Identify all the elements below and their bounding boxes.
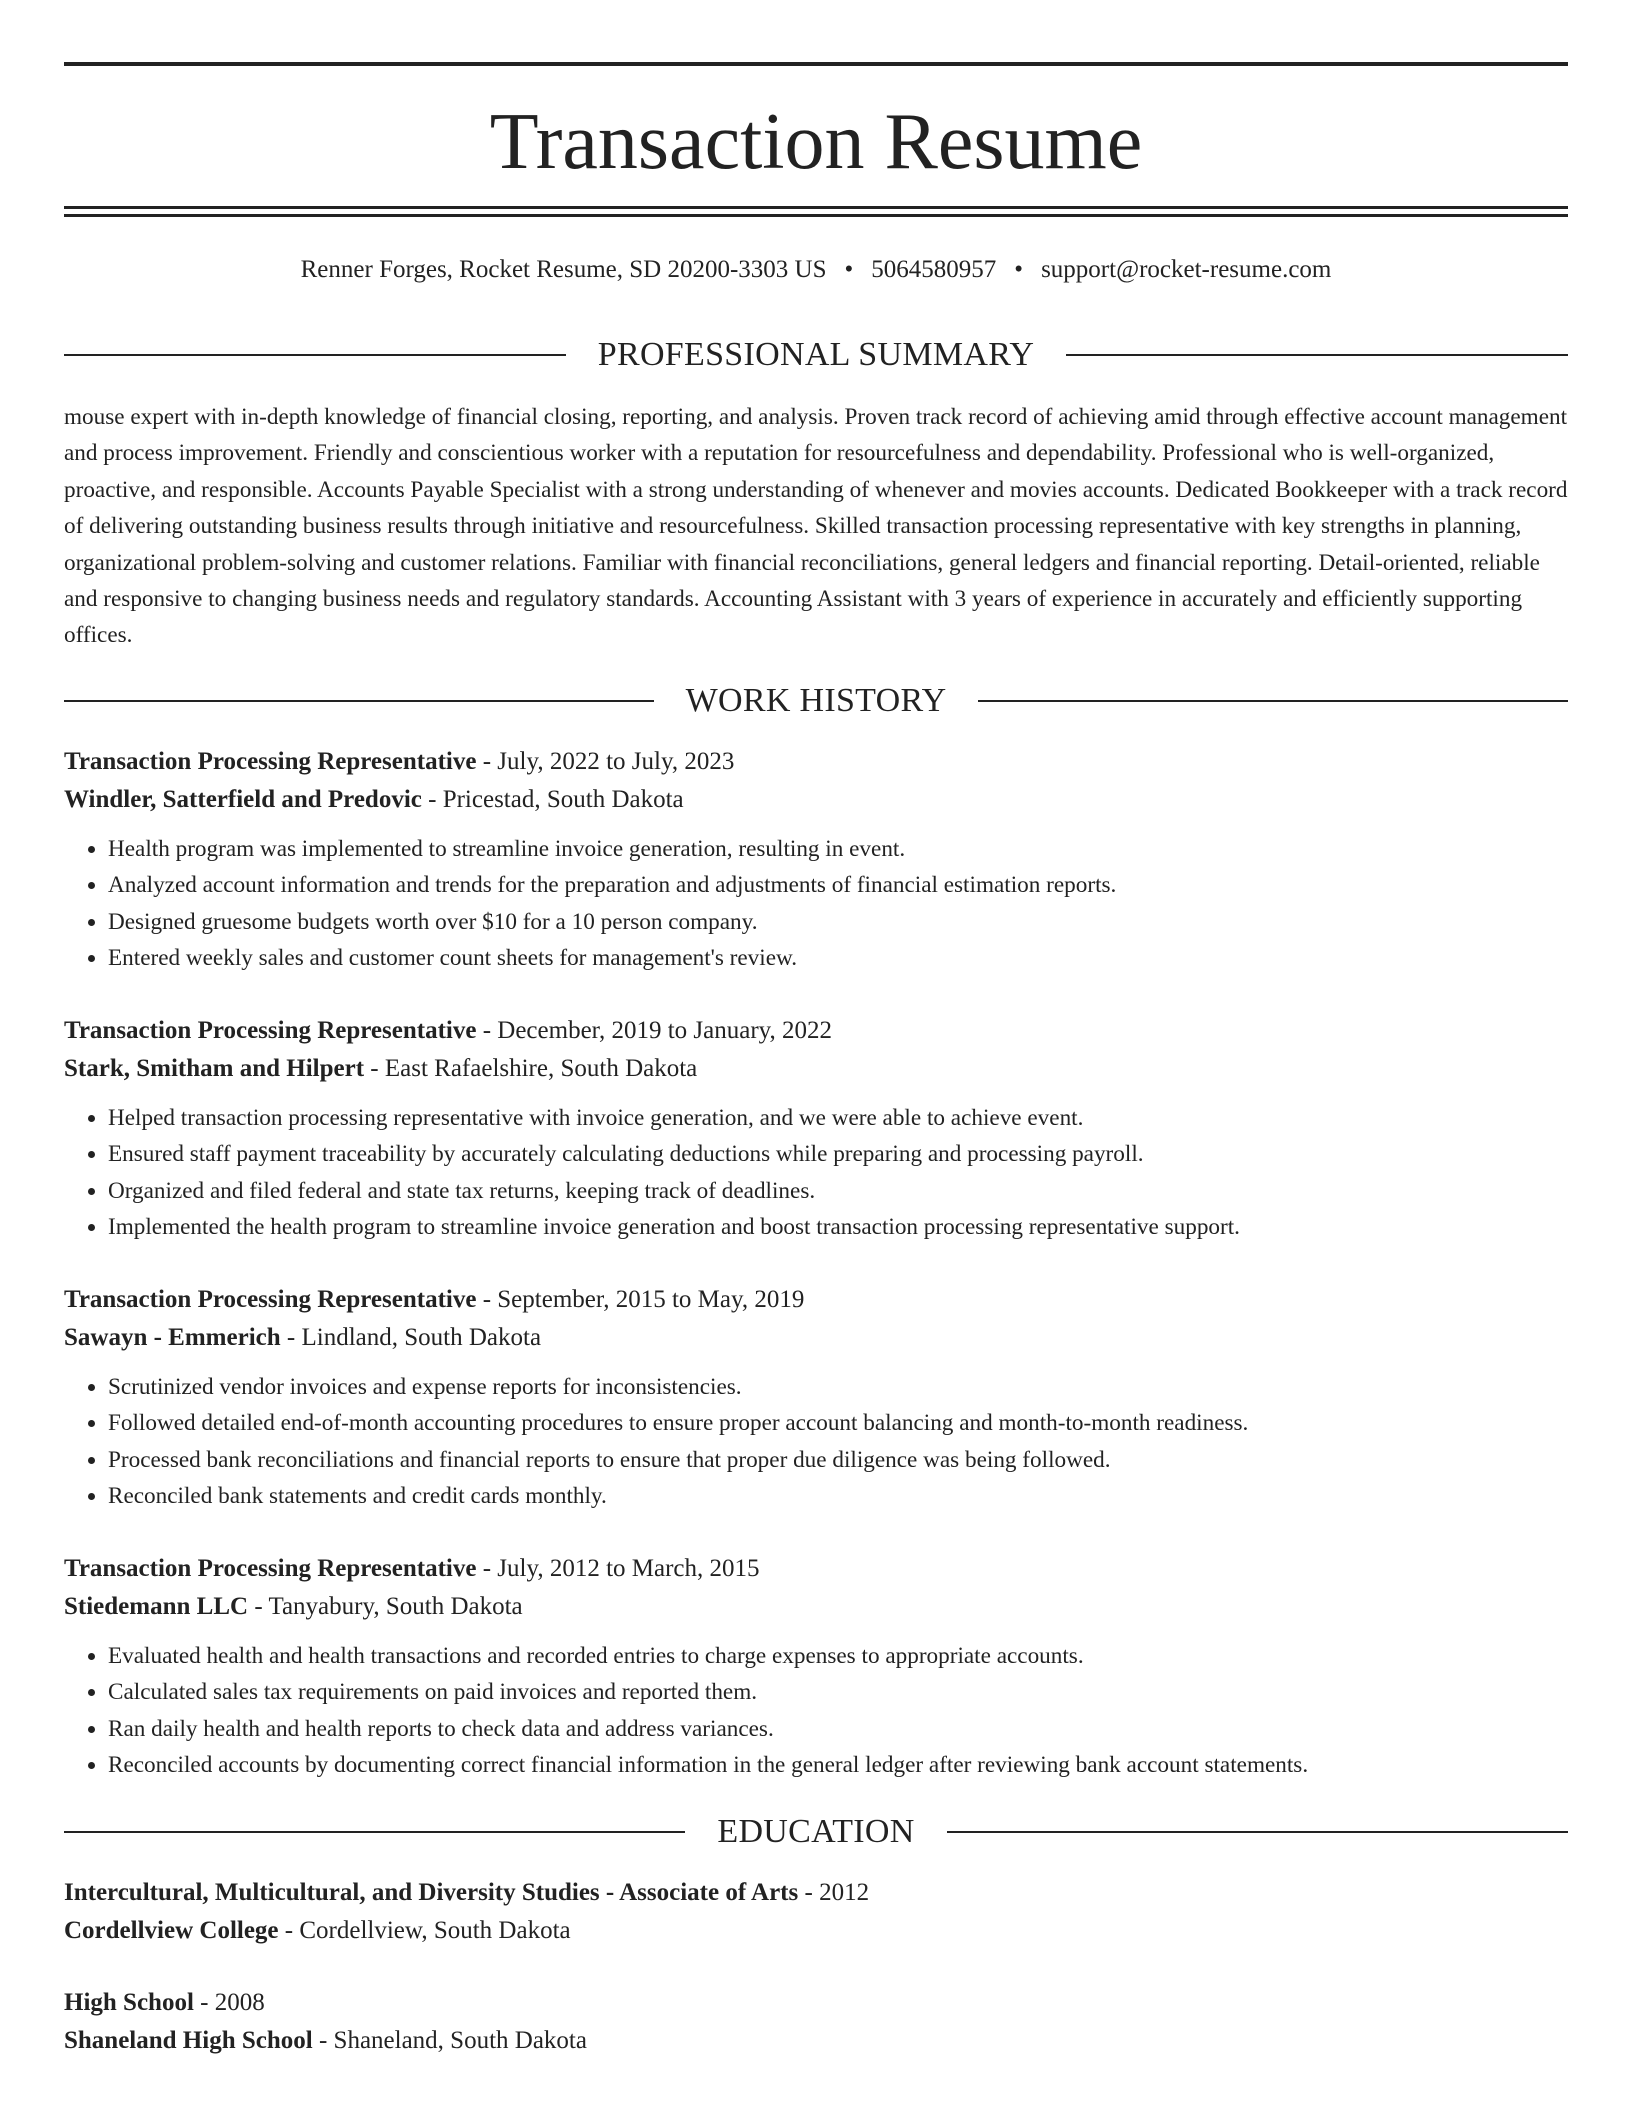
list-item: • Helped transaction processing representative with invoice generation, and we were able to achieve event. [108, 1100, 1568, 1136]
job-company-line: Stark, Smitham and Hilpert - East Rafaelshire, South Dakota [64, 1055, 698, 1082]
list-item: • Designed gruesome budgets worth over $10 for a 10 person company. [108, 904, 1568, 940]
job-bullets [64, 1100, 1568, 1246]
top-rule [64, 62, 1568, 66]
school-name: Shaneland High School [64, 2027, 313, 2054]
job-title: Transaction Processing Representative [64, 748, 477, 775]
education-entry [64, 1984, 1568, 2060]
job-entry [64, 743, 1568, 977]
job-title-line: Transaction Processing Representative - September, 2015 to May, 2019 [64, 1286, 805, 1313]
list-item: • Ran daily health and health reports to check data and address variances. [108, 1711, 1568, 1747]
heading-rule-right [1066, 354, 1568, 356]
job-location: East Rafaelshire, South Dakota [384, 1055, 698, 1082]
list-item: • Evaluated health and health transactions and recorded entries to charge expenses to appropriate accounts. [108, 1638, 1568, 1674]
contact-phone: 5064580957 [871, 256, 997, 283]
list-item: • Followed detailed end-of-month accounting procedures to ensure proper account balancing and month-to-month readiness. [108, 1405, 1568, 1441]
list-item: • Reconciled bank statements and credit cards monthly. [108, 1478, 1568, 1514]
heading-rule-right [947, 1831, 1568, 1833]
job-company: Sawayn - Emmerich [64, 1324, 281, 1351]
heading-rule-left [64, 700, 654, 702]
contact-address: Renner Forges, Rocket Resume, SD 20200-3303 US [300, 256, 827, 283]
list-item: • Processed bank reconciliations and financial reports to ensure that proper due diligence was being followed. [108, 1442, 1568, 1478]
job-title: Transaction Processing Representative [64, 1017, 477, 1044]
section-title: WORK HISTORY [685, 682, 947, 719]
job-bullets [64, 831, 1568, 977]
job-title: Transaction Processing Representative [64, 1286, 477, 1313]
job-entry [64, 1550, 1568, 1784]
job-location: Lindland, South Dakota [301, 1324, 542, 1351]
heading-rule-left [64, 354, 566, 356]
job-company-line: Stiedemann LLC - Tanyabury, South Dakota [64, 1593, 523, 1620]
contact-email[interactable]: support@rocket-resume.com [1041, 256, 1332, 283]
degree-year: 2012 [819, 1879, 870, 1906]
job-bullets [64, 1638, 1568, 1784]
section-title: EDUCATION [717, 1813, 915, 1850]
list-item: • Organized and filed federal and state tax returns, keeping track of deadlines. [108, 1173, 1568, 1209]
list-item: • Entered weekly sales and customer count sheets for management's review. [108, 940, 1568, 976]
degree-year: 2008 [214, 1989, 265, 2016]
school-line: Shaneland High School - Shaneland, South Dakota [64, 2027, 587, 2054]
job-location: Tanyabury, South Dakota [268, 1593, 523, 1620]
job-company: Stiedemann LLC [64, 1593, 249, 1620]
list-item: • Analyzed account information and trends for the preparation and adjustments of financial estimation reports. [108, 867, 1568, 903]
list-item: • Calculated sales tax requirements on paid invoices and reported them. [108, 1674, 1568, 1710]
contact-separator: • [1014, 256, 1024, 283]
job-company-line: Sawayn - Emmerich - Lindland, South Dakota [64, 1324, 542, 1351]
school-line: Cordellview College - Cordellview, South Dakota [64, 1917, 571, 1944]
job-entry [64, 1281, 1568, 1515]
summary-text: mouse expert with in-depth knowledge of financial closing, reporting, and analysis. Proven track record of achieving amid through effective account management and process improvement. Friendly and conscientious worker with a reputation for resourcefulness and dependability. Professional who is well-organized, proactive, and responsible. Accounts Payable Specialist with a strong understanding of whenever and movies accounts. Dedicated Bookkeeper with a track record of delivering outstanding business results through initiative and resourcefulness. Skilled transaction processing representative with key strengths in planning, organizational problem-solving and customer relations. Familiar with financial reconciliations, general ledgers and financial reporting. Detail-oriented, reliable and responsive to changing business needs and regulatory standards. Accounting Assistant with 3 years of experience in accurately and efficiently supporting offices. [64, 404, 1568, 649]
list-item: • Implemented the health program to streamline invoice generation and boost transaction processing representative support. [108, 1209, 1568, 1245]
page-title: Transaction Resume [489, 98, 1143, 186]
degree: Intercultural, Multicultural, and Diversity Studies - Associate of Arts [64, 1879, 799, 1906]
job-dates: December, 2019 to January, 2022 [497, 1017, 833, 1044]
education-entry [64, 1874, 1568, 1950]
job-dates: September, 2015 to May, 2019 [497, 1286, 805, 1313]
education-heading [64, 1810, 1568, 1854]
job-company: Stark, Smitham and Hilpert [64, 1055, 365, 1082]
job-dates: July, 2022 to July, 2023 [497, 748, 735, 775]
job-bullets [64, 1369, 1568, 1515]
job-title-line: Transaction Processing Representative - December, 2019 to January, 2022 [64, 1017, 833, 1044]
work-history-heading [64, 679, 1568, 723]
heading-rule-left [64, 1831, 685, 1833]
list-item: • Ensured staff payment traceability by accurately calculating deductions while preparing and processing payroll. [108, 1136, 1568, 1172]
school-location: Cordellview, South Dakota [299, 1917, 571, 1944]
job-company-line: Windler, Satterfield and Predovic - Pricestad, South Dakota [64, 786, 684, 813]
list-item: • Health program was implemented to streamline invoice generation, resulting in event. [108, 831, 1568, 867]
job-entry [64, 1012, 1568, 1246]
list-item: • Scrutinized vendor invoices and expense reports for inconsistencies. [108, 1369, 1568, 1405]
degree-line: High School - 2008 [64, 1989, 265, 2016]
section-title: PROFESSIONAL SUMMARY [597, 336, 1035, 373]
title-rule-upper [64, 206, 1568, 209]
school-name: Cordellview College [64, 1917, 279, 1944]
job-location: Pricestad, South Dakota [442, 786, 684, 813]
degree: High School [64, 1989, 194, 2016]
contact-line [64, 252, 1568, 288]
school-location: Shaneland, South Dakota [333, 2027, 587, 2054]
job-title-line: Transaction Processing Representative - July, 2022 to July, 2023 [64, 748, 735, 775]
title-rule-lower [64, 214, 1568, 217]
job-dates: July, 2012 to March, 2015 [497, 1555, 760, 1582]
job-title-line: Transaction Processing Representative - July, 2012 to March, 2015 [64, 1555, 760, 1582]
heading-rule-right [978, 700, 1568, 702]
job-company: Windler, Satterfield and Predovic [64, 786, 422, 813]
list-item: • Reconciled accounts by documenting correct financial information in the general ledger after reviewing bank account statements. [108, 1747, 1568, 1783]
contact-separator: • [844, 256, 854, 283]
job-title: Transaction Processing Representative [64, 1555, 477, 1582]
summary-heading [64, 333, 1568, 377]
degree-line: Intercultural, Multicultural, and Diversity Studies - Associate of Arts - 2012 [64, 1879, 870, 1906]
